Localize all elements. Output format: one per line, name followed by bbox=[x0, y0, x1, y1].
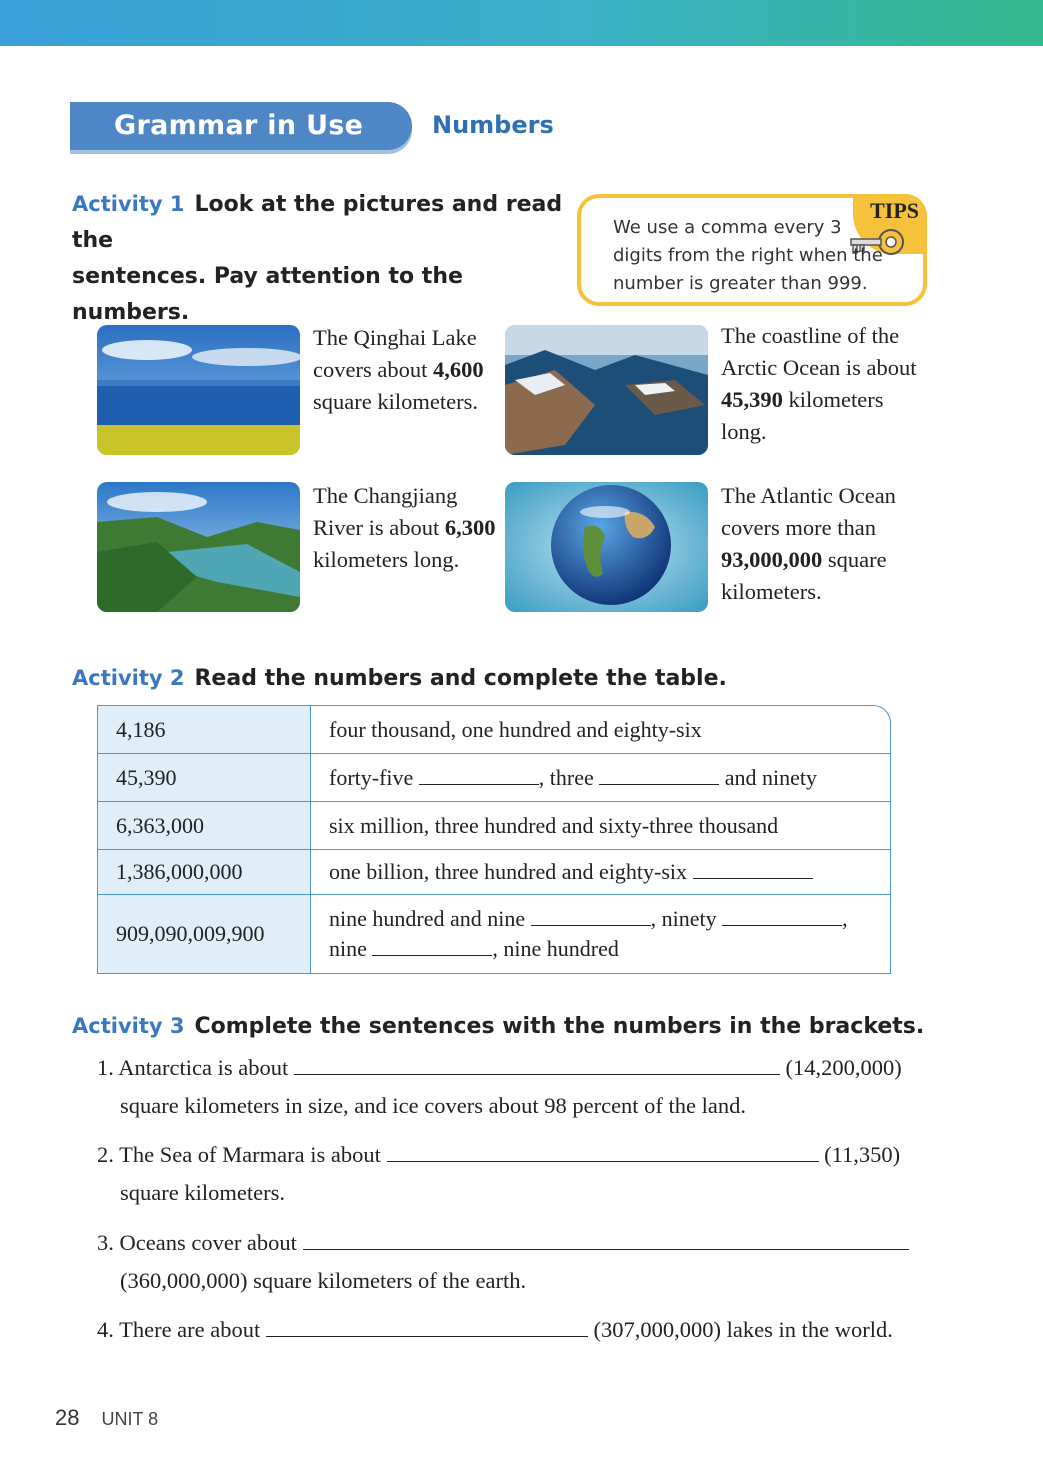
unit-label: UNIT 8 bbox=[101, 1409, 159, 1429]
question-1-cont: square kilometers in size, and ice covers about 98 percent of the land. bbox=[120, 1093, 747, 1118]
question-1 bbox=[97, 1049, 937, 1087]
words-cell: six million, three hundred and sixty-three thousand bbox=[311, 802, 890, 850]
words-part: , bbox=[842, 906, 848, 931]
answer-line[interactable] bbox=[303, 1229, 909, 1250]
table-row bbox=[98, 706, 890, 754]
question-2 bbox=[97, 1136, 937, 1174]
qinghai-lake-photo bbox=[97, 325, 300, 455]
activity1-instruction-1: Look at the pictures and read the bbox=[72, 192, 563, 253]
caption-changjiang-tail: kilometers long. bbox=[313, 547, 460, 572]
table-row bbox=[98, 754, 890, 802]
activity3-heading bbox=[72, 1008, 972, 1045]
caption-atlantic-text: The Atlantic Ocean covers more than bbox=[721, 483, 896, 540]
number-cell: 4,186 bbox=[98, 706, 311, 754]
number-cell: 1,386,000,000 bbox=[98, 850, 311, 895]
activity2-heading bbox=[72, 660, 872, 697]
activity1-heading bbox=[72, 186, 572, 331]
caption-changjiang-number: 6,300 bbox=[444, 515, 496, 540]
table-row bbox=[98, 802, 890, 850]
words-part: , three bbox=[538, 764, 594, 790]
tips-box bbox=[577, 194, 927, 306]
caption-changjiang-text: The Changjiang River is about bbox=[313, 483, 458, 540]
question-2-cont: square kilometers. bbox=[120, 1180, 285, 1205]
activity1-label: Activity 1 bbox=[72, 192, 185, 216]
activity1-instruction-2: sentences. Pay attention to the numbers. bbox=[72, 264, 463, 325]
caption-arctic-tail: kilometers long. bbox=[721, 387, 884, 444]
table-row bbox=[98, 850, 890, 895]
words-cell bbox=[311, 754, 890, 802]
question-3-text: 3. Oceans cover about bbox=[97, 1230, 297, 1255]
words-part: and ninety bbox=[724, 764, 818, 790]
caption-arctic-text: The coastline of the Arctic Ocean is about bbox=[721, 323, 917, 380]
caption-atlantic-tail: square kilometers. bbox=[721, 547, 887, 604]
words-cell: four thousand, one hundred and eighty-six bbox=[311, 706, 890, 754]
earth-globe-photo bbox=[505, 482, 708, 612]
activity2-instruction: Read the numbers and complete the table. bbox=[194, 666, 727, 691]
tips-text: We use a comma every 3 digits from the right when the number is greater than 999. bbox=[613, 217, 883, 294]
caption-qinghai bbox=[313, 322, 498, 418]
activity2-label: Activity 2 bbox=[72, 666, 185, 690]
caption-arctic bbox=[721, 320, 921, 448]
words-part: one billion, three hundred and eighty-six bbox=[329, 859, 688, 884]
number-cell: 6,363,000 bbox=[98, 802, 311, 850]
activity3-label: Activity 3 bbox=[72, 1014, 185, 1038]
table-row bbox=[98, 895, 890, 973]
answer-blank[interactable] bbox=[419, 766, 539, 785]
answer-line[interactable] bbox=[387, 1141, 819, 1162]
caption-qinghai-number: 4,600 bbox=[432, 357, 484, 382]
answer-blank[interactable] bbox=[722, 907, 842, 926]
question-1-number: (14,200,000) bbox=[785, 1055, 902, 1080]
arctic-coastline-photo bbox=[505, 325, 708, 455]
words-part: nine hundred and nine bbox=[329, 906, 526, 931]
answer-line[interactable] bbox=[294, 1054, 780, 1075]
caption-changjiang bbox=[313, 480, 498, 576]
number-cell: 909,090,009,900 bbox=[98, 895, 311, 973]
question-3 bbox=[97, 1224, 937, 1262]
answer-blank[interactable] bbox=[599, 766, 719, 785]
question-4 bbox=[97, 1311, 937, 1349]
section-badge bbox=[70, 102, 412, 150]
activity3-instruction: Complete the sentences with the numbers in the brackets. bbox=[194, 1014, 925, 1039]
numbers-table bbox=[97, 705, 891, 974]
words-cell bbox=[311, 895, 890, 973]
caption-qinghai-text: The Qinghai Lake covers about bbox=[313, 325, 477, 382]
question-1-text: 1. Antarctica is about bbox=[97, 1055, 289, 1080]
answer-line[interactable] bbox=[266, 1316, 588, 1337]
section-topic: Numbers bbox=[432, 111, 554, 139]
words-cell bbox=[311, 850, 890, 895]
section-badge-label: Grammar in Use bbox=[114, 110, 364, 141]
words-part: nine bbox=[329, 936, 367, 961]
top-banner bbox=[0, 0, 1043, 46]
caption-atlantic bbox=[721, 480, 921, 608]
number-cell: 45,390 bbox=[98, 754, 311, 802]
answer-blank[interactable] bbox=[531, 907, 651, 926]
question-4-text: 4. There are about bbox=[97, 1317, 261, 1342]
caption-arctic-number: 45,390 bbox=[721, 387, 783, 412]
page-number: 28 bbox=[55, 1405, 80, 1430]
answer-blank[interactable] bbox=[372, 937, 492, 956]
question-2-number: (11,350) bbox=[824, 1142, 901, 1167]
page-footer bbox=[55, 1405, 158, 1431]
question-3-cont: (360,000,000) square kilometers of the earth. bbox=[120, 1268, 527, 1293]
tips-label: TIPS bbox=[870, 198, 919, 223]
words-part: , ninety bbox=[650, 906, 717, 931]
changjiang-river-photo bbox=[97, 482, 300, 612]
answer-blank[interactable] bbox=[693, 860, 813, 879]
words-part: , nine hundred bbox=[492, 936, 619, 961]
question-2-text: 2. The Sea of Marmara is about bbox=[97, 1142, 381, 1167]
question-4-tail: (307,000,000) lakes in the world. bbox=[593, 1317, 893, 1342]
words-part: forty-five bbox=[329, 764, 414, 790]
caption-atlantic-number: 93,000,000 bbox=[721, 547, 823, 572]
caption-qinghai-tail: square kilometers. bbox=[313, 389, 478, 414]
